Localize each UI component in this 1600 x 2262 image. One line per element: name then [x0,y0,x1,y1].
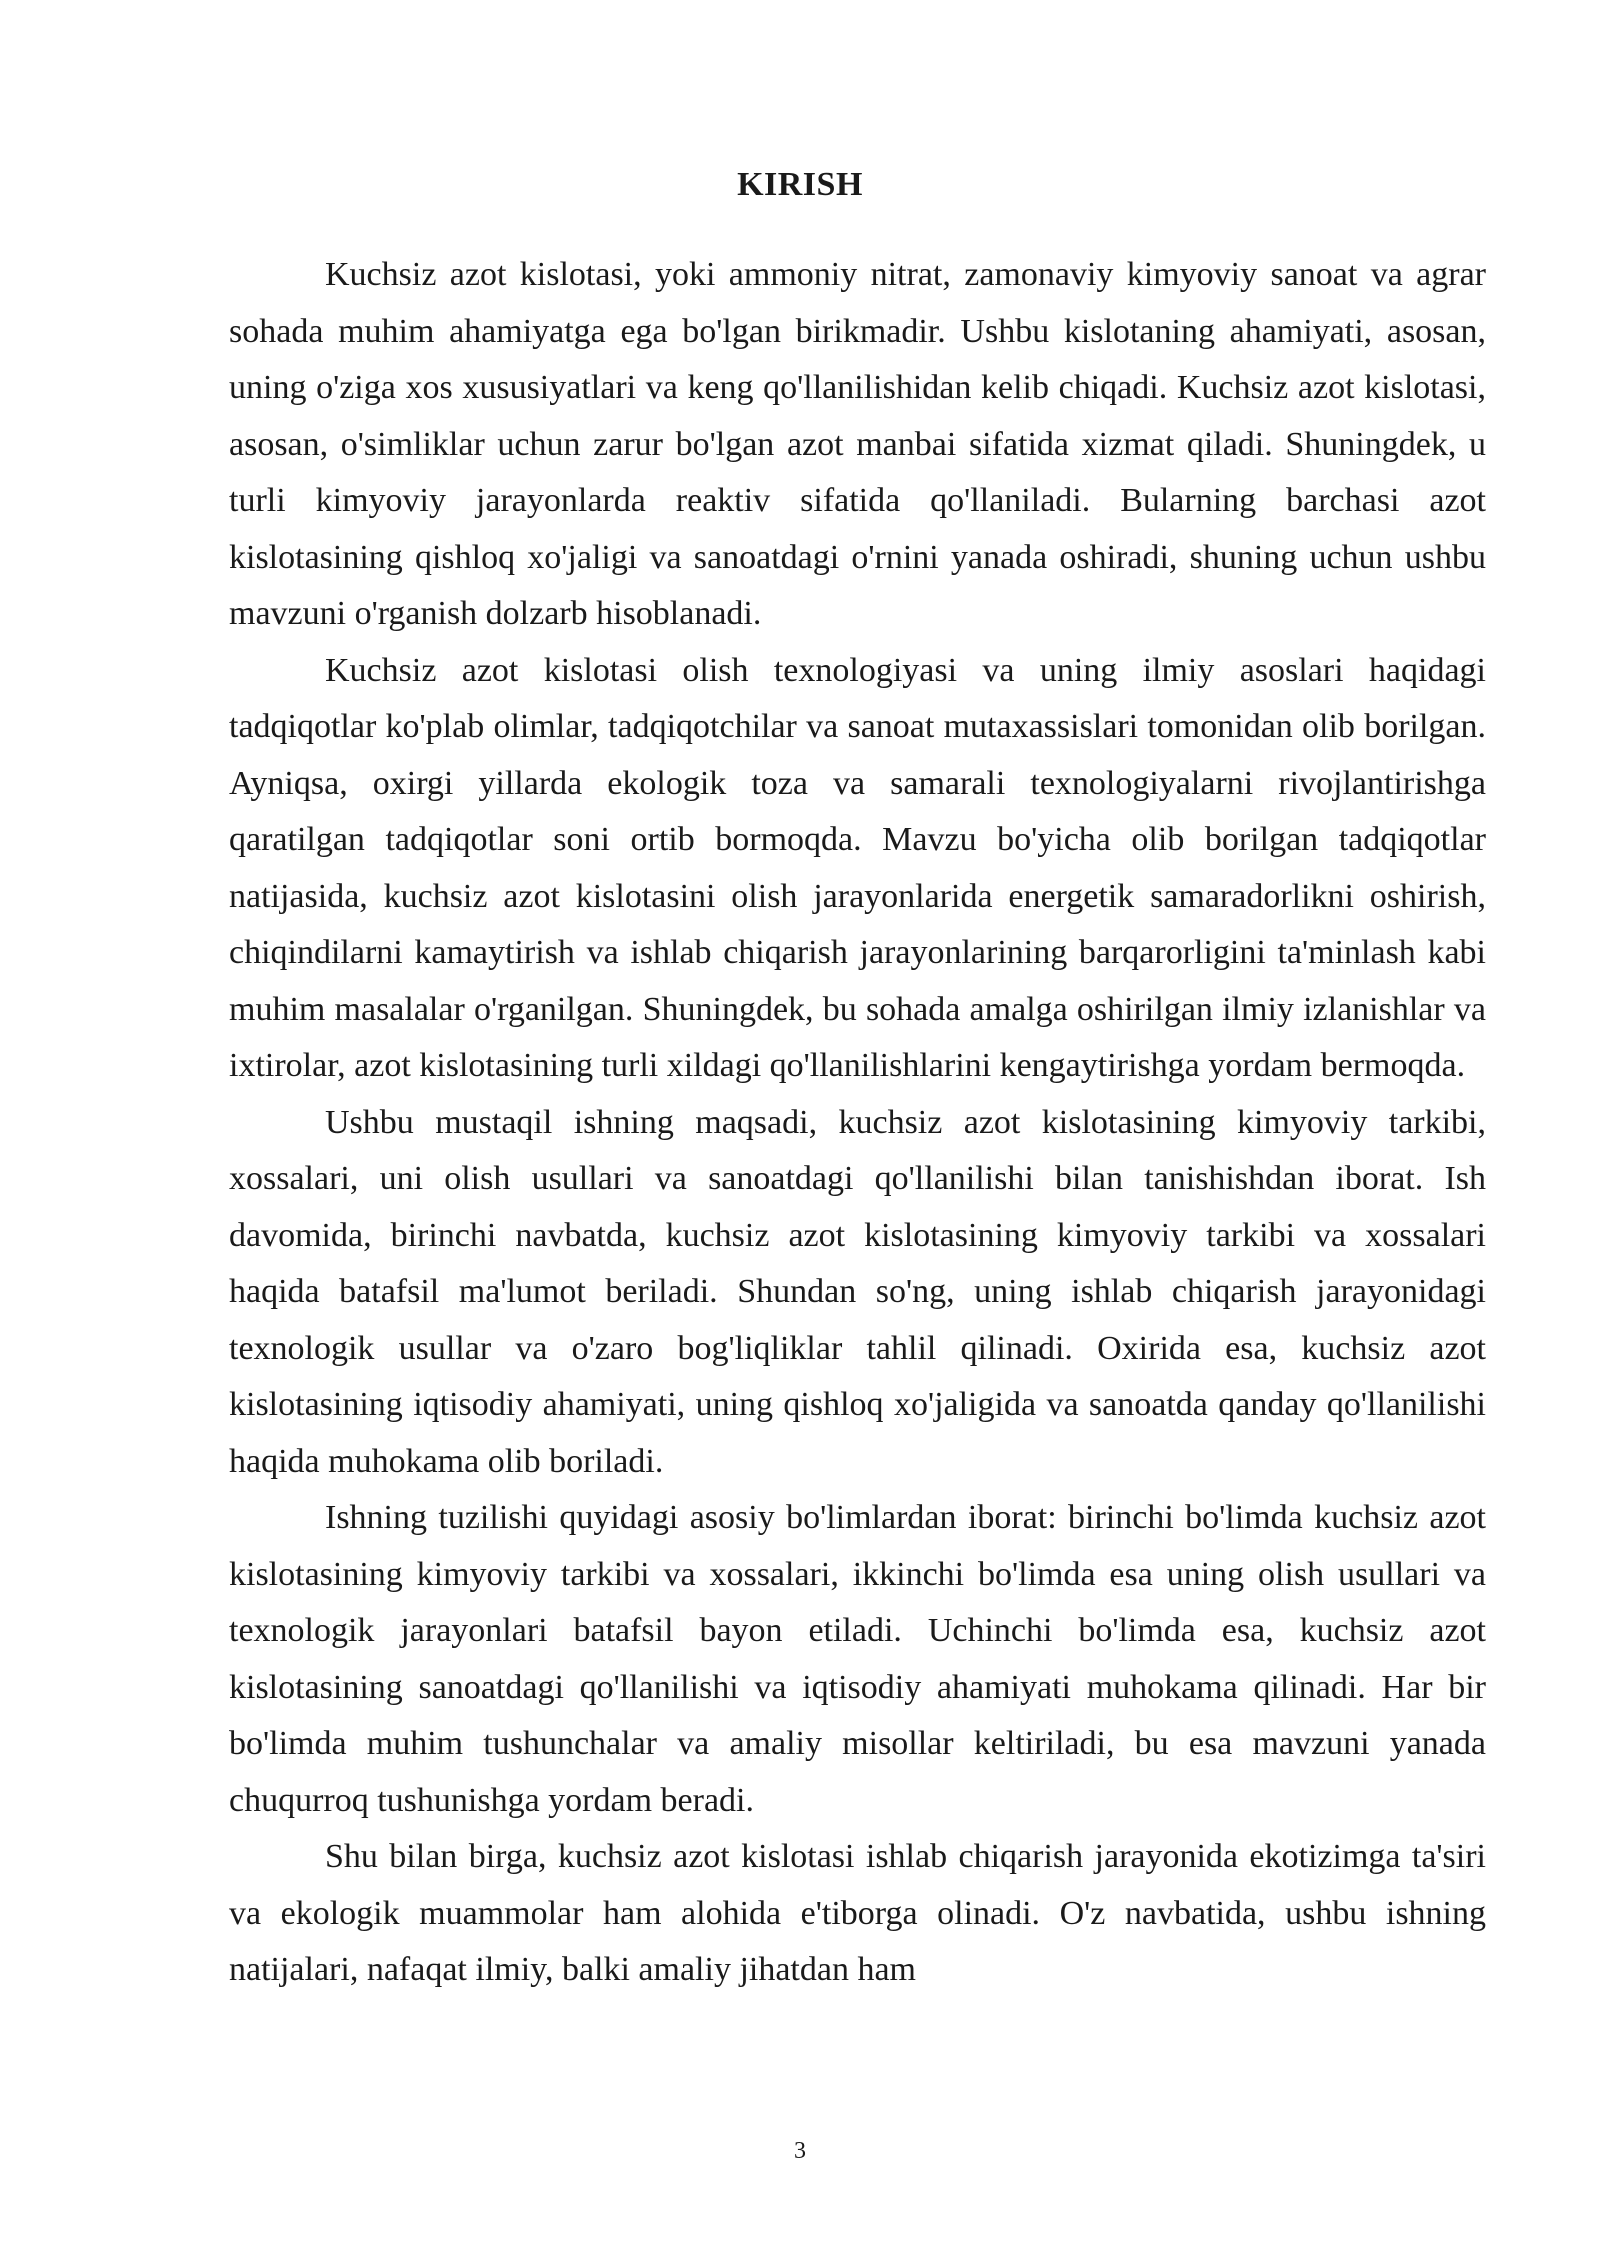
paragraph-2: Kuchsiz azot kislotasi olish texnologiyasi va uning ilmiy asoslari haqidagi tadqiqotlar ko'plab olimlar, tadqiqotchilar va sanoat mutaxassislari tomonidan olib borilgan. Ayniqsa, oxirgi yillarda ekologik toza va samarali texnologiyalarni rivojlantirishga qaratilgan tadqiqotlar soni ortib bormoqda. Mavzu bo'yicha olib borilgan tadqiqotlar natijasida, kuchsiz azot kislotasini olish jarayonlarida energetik samaradorlikni oshirish, chiqindilarni kamaytirish va ishlab chiqarish jarayonlarining barqarorligini ta'minlash kabi muhim masalalar o'rganilgan. Shuningdek, bu sohada amalga oshirilgan ilmiy izlanishlar va ixtirolar, azot kislotasining turli xildagi qo'llanilishlarini kengaytirishga yordam bermoqda. [229,651,1486,1084]
paragraph-1: Kuchsiz azot kislotasi, yoki ammoniy nitrat, zamonaviy kimyoviy sanoat va agrar sohada muhim ahamiyatga ega bo'lgan birikmadir. Ushbu kislotaning ahamiyati, asosan, uning o'ziga xos xususiyatlari va keng qo'llanilishidan kelib chiqadi. Kuchsiz azot kislotasi, asosan, o'simliklar uchun zarur bo'lgan azot manbai sifatida xizmat qiladi. Shuningdek, u turli kimyoviy jarayonlarda reaktiv sifatida qo'llaniladi. Bularning barchasi azot kislotasining qishloq xo'jaligi va sanoatdagi o'rnini yanada oshiradi, shuning uchun ushbu mavzuni o'rganish dolzarb hisoblanadi. [229,256,1486,632]
page-title: KIRISH [737,166,863,203]
body-text [229,247,1486,1999]
paragraph-4: Ishning tuzilishi quyidagi asosiy bo'limlardan iborat: birinchi bo'limda kuchsiz azot kislotasining kimyoviy tarkibi va xossalari, ikkinchi bo'limda esa uning olish usullari va texnologik jarayonlari batafsil bayon etiladi. Uchinchi bo'limda esa, kuchsiz azot kislotasining sanoatdagi qo'llanilishi va iqtisodiy ahamiyati muhokama qilinadi. Har bir bo'limda muhim tushunchalar va amaliy misollar keltiriladi, bu esa mavzuni yanada chuqurroq tushunishga yordam beradi. [229,1499,1486,1819]
paragraph-5: Shu bilan birga, kuchsiz azot kislotasi ishlab chiqarish jarayonida ekotizimga ta'siri va ekologik muammolar ham alohida e'tiborga olinadi. O'z navbatida, ushbu ishning natijalari, nafaqat ilmiy, balki amaliy jihatdan ham [229,1838,1486,1988]
paragraph-3: Ushbu mustaqil ishning maqsadi, kuchsiz azot kislotasining kimyoviy tarkibi, xossalari, uni olish usullari va sanoatdagi qo'llanilishi bilan tanishishdan iborat. Ish davomida, birinchi navbatda, kuchsiz azot kislotasining kimyoviy tarkibi va xossalari haqida batafsil ma'lumot beriladi. Shundan so'ng, uning ishlab chiqarish jarayonidagi texnologik usullar va o'zaro bog'liqliklar tahlil qilinadi. Oxirida esa, kuchsiz azot kislotasining iqtisodiy ahamiyati, uning qishloq xo'jaligida va sanoatda qanday qo'llanilishi haqida muhokama olib boriladi. [229,1103,1486,1480]
page-number: 3 [794,2138,806,2164]
